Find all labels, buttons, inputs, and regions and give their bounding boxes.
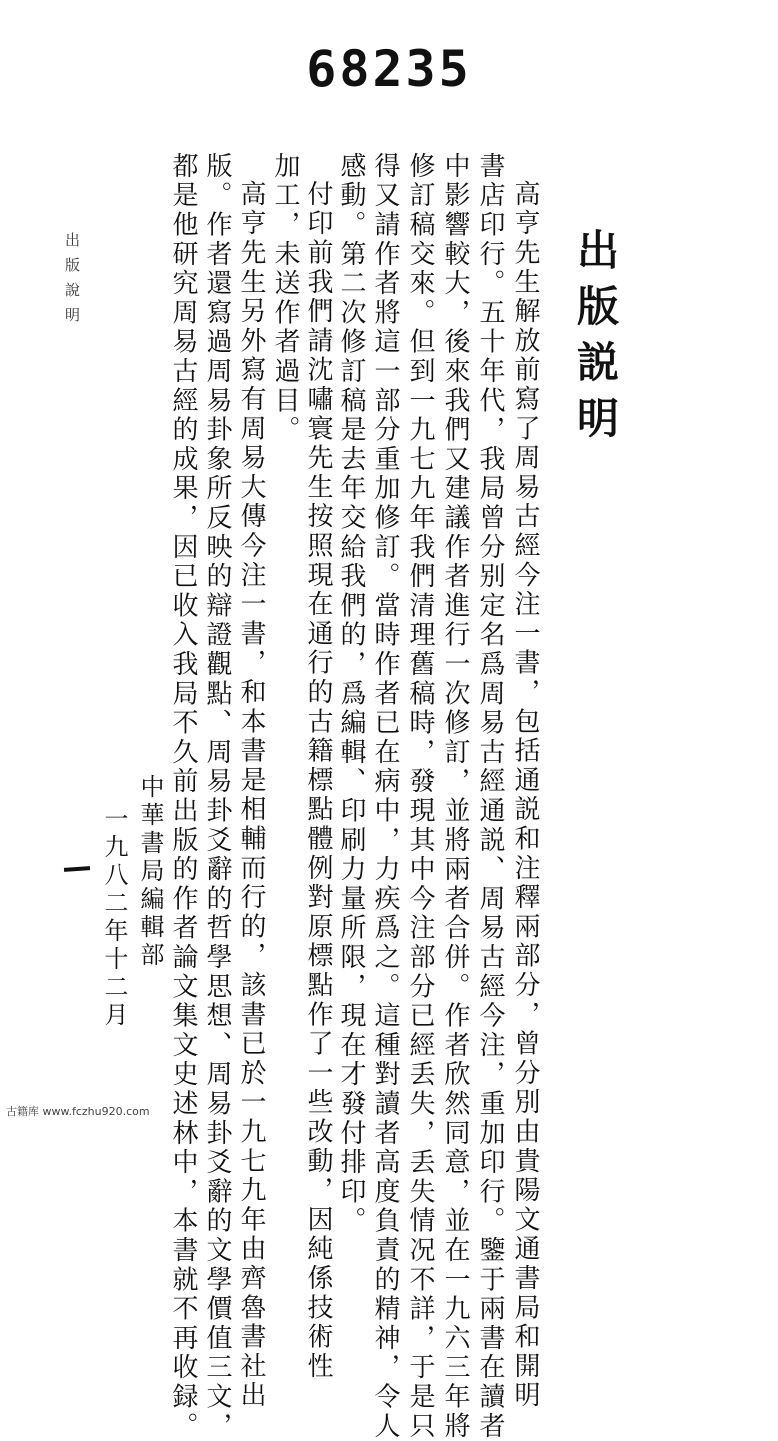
side-note: 出版說明 <box>63 232 81 332</box>
text-column: 感動。第二次修訂稿是去年交給我們的，爲編輯、印刷力量所限，現在才發付排印。 <box>336 152 366 1237</box>
text-column: 付印前我們請沈嘯寰先生按照現在通行的古籍標點體例對原標點作了一些改動，因純係技術性 <box>303 180 333 1382</box>
signature-date: 一九八二年十二月 <box>100 806 128 1030</box>
text-column: 版。作者還寫過周易卦象所反映的辯證觀點、周易卦爻辭的哲學思想、周易卦爻辭的文學價值三文， <box>202 152 232 1441</box>
page-title: 出版説明 <box>571 228 620 452</box>
text-column: 得又請作者將這一部分重加修訂。當時作者已在病中，力疾爲之。這種對讀者高度負責的精神，令人 <box>370 152 400 1441</box>
text-column: 高亨先生解放前寫了周易古經今注一書，包括通説和注釋兩部分，曾分別由貴陽文通書局和開明 <box>510 180 540 1411</box>
text-column: 修訂稿交來。但到一九七九年我們清理舊稿時，發現其中今注部分已經丢失，丢失情况不詳，于是只 <box>405 152 435 1441</box>
text-column: 加工，未送作者過目。 <box>270 152 300 445</box>
publisher-signature: 中華書局編輯部 <box>136 774 164 970</box>
page-number: 68235 <box>306 40 472 98</box>
text-column: 高亨先生另外寫有周易大傳今注一書，和本書是相輔而行的，該書已於一九七九年由齊魯書社出 <box>236 180 266 1411</box>
text-column: 都是他研究周易古經的成果，因已收入我局不久前出版的作者論文集文史述林中，本書就不再收録。 <box>168 152 198 1441</box>
text-column: 中影響較大，後來我們又建議作者進行一次修訂，並將兩者合併。作者欣然同意，並在一九六三年將 <box>440 152 470 1441</box>
watermark-footer: 古籍库 www.fczhu920.com <box>6 1105 150 1118</box>
text-column: 書店印行。五十年代，我局曾分别定名爲周易古經通説、周易古經今注，重加印行。鑒于兩書在讀者 <box>475 152 505 1441</box>
dash-mark <box>64 866 90 872</box>
